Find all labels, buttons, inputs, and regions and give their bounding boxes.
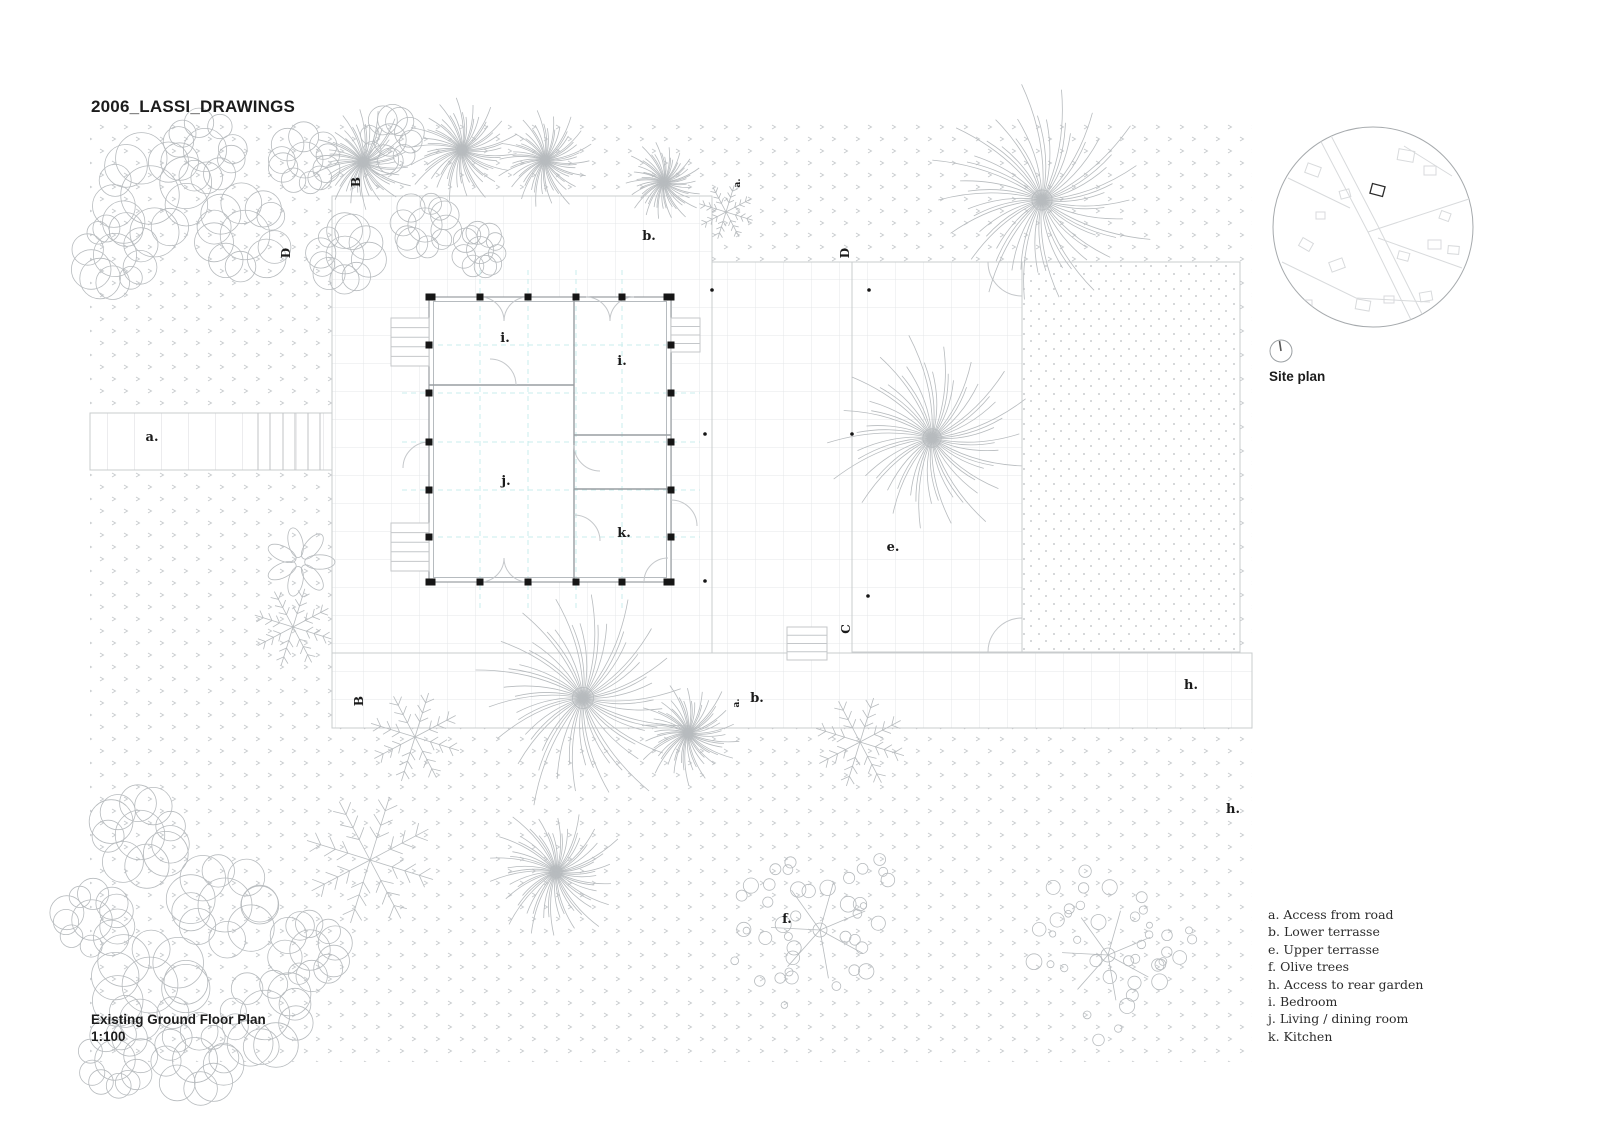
section-marker-a: a.: [732, 698, 742, 708]
plan-label-k: k.: [617, 526, 631, 541]
siteplan-label: Site plan: [1269, 369, 1326, 384]
legend: [1268, 906, 1423, 1045]
legend-item: b. Lower terrasse: [1268, 924, 1380, 940]
plan-label-i: i.: [500, 331, 510, 346]
section-marker-B: B: [352, 695, 366, 707]
plan-label-j: j.: [501, 474, 511, 489]
legend-item: h. Access to rear garden: [1268, 976, 1424, 992]
siteplan-circle: [1273, 127, 1473, 327]
plan-label-e: e.: [886, 540, 900, 555]
legend-item: k. Kitchen: [1268, 1028, 1333, 1044]
plan-label-b: b.: [750, 691, 764, 706]
plan-label-a: a.: [145, 430, 159, 445]
legend-item: e. Upper terrasse: [1268, 941, 1380, 957]
section-marker-D: D: [838, 247, 852, 259]
legend-item: i. Bedroom: [1268, 994, 1338, 1010]
section-marker-B: B: [349, 176, 363, 188]
plan-label-h: h.: [1184, 678, 1198, 693]
legend-item: f. Olive trees: [1268, 959, 1350, 975]
plan-label-b: b.: [642, 229, 656, 244]
plan-label-i: i.: [617, 354, 627, 369]
plan-label-h: h.: [1226, 802, 1240, 817]
section-marker-D: D: [279, 247, 293, 259]
page-title: 2006_LASSI_DRAWINGS: [91, 97, 296, 117]
plan-title: Existing Ground Floor Plan: [91, 1012, 266, 1027]
section-marker-a: a.: [733, 178, 743, 188]
legend-item: j. Living / dining room: [1268, 1011, 1409, 1027]
section-marker-C: C: [839, 624, 853, 634]
plan-scale: 1:100: [91, 1029, 126, 1044]
legend-item: a. Access from road: [1268, 907, 1394, 922]
plan-label-f: f.: [782, 912, 792, 927]
plan-title-block: [91, 1011, 266, 1045]
